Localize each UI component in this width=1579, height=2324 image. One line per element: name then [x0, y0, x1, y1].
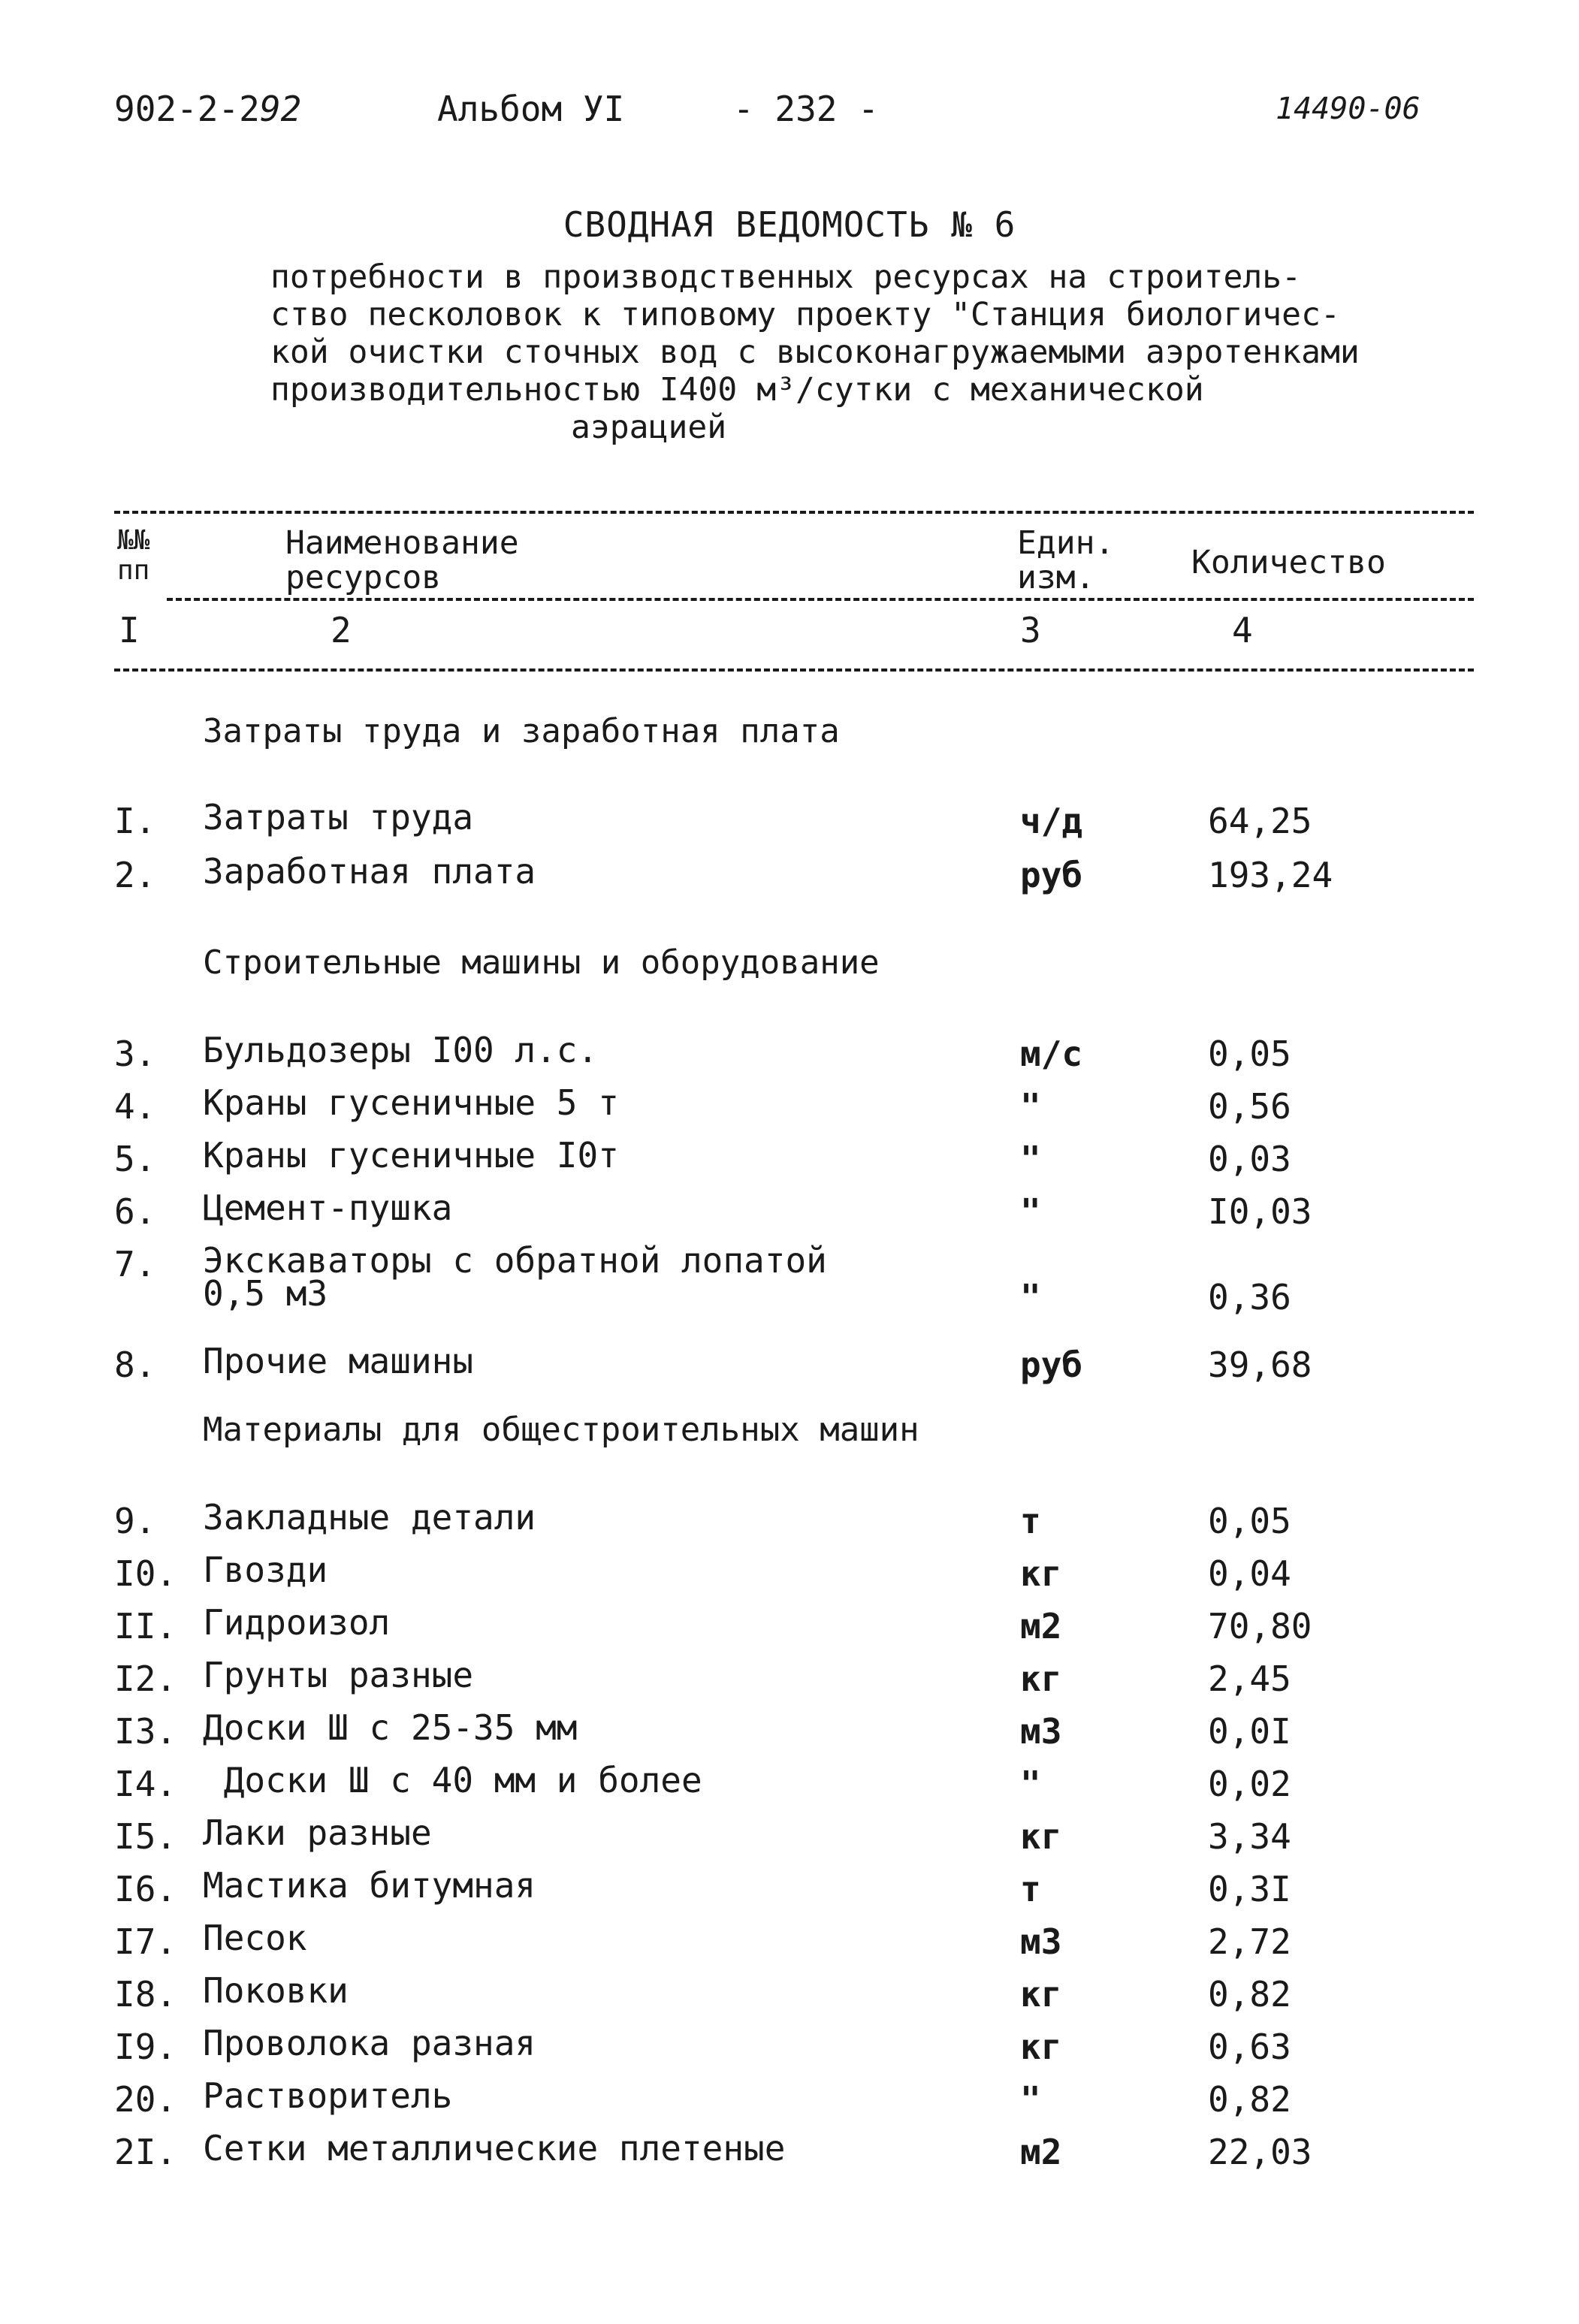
quantity-value: I0,03 — [1208, 1191, 1312, 1232]
quantity-value: 2,45 — [1208, 1658, 1291, 1699]
row-number: I8. — [114, 1974, 177, 2015]
resource-name: Закладные детали — [203, 1497, 536, 1538]
unit-of-measure: кг — [1020, 1974, 1062, 2015]
resource-name: Сетки металлические плетеные — [203, 2128, 786, 2169]
unit-of-measure: " — [1020, 2079, 1041, 2120]
quantity-value: 0,82 — [1208, 2079, 1291, 2120]
col-header-quantity: Количество — [1191, 544, 1386, 581]
table-row — [114, 1655, 1474, 1704]
row-number: I2. — [114, 1658, 177, 1699]
quantity-value: 22,03 — [1208, 2132, 1312, 2172]
quantity-value: 2,72 — [1208, 1921, 1291, 1962]
resource-name: Поковки — [203, 1970, 349, 2011]
table-row — [114, 1970, 1474, 2019]
unit-of-measure: м2 — [1020, 1606, 1062, 1646]
row-number: I. — [114, 801, 156, 841]
table-row — [114, 1707, 1474, 1756]
unit-of-measure: м3 — [1020, 1921, 1062, 1962]
table-row — [114, 1812, 1474, 1861]
quantity-value: 0,63 — [1208, 2027, 1291, 2067]
table-row — [114, 1188, 1474, 1236]
table-row — [114, 1918, 1474, 1966]
unit-of-measure: т — [1020, 1869, 1041, 1909]
table-row — [114, 2023, 1474, 2072]
resource-name: Доски Ш с 40 мм и более — [203, 1760, 702, 1800]
row-number: I5. — [114, 1816, 177, 1857]
resource-name: Доски Ш с 25-35 мм — [203, 1707, 578, 1748]
resource-name: Бульдозеры I00 л.с. — [203, 1030, 599, 1070]
resource-name: Затраты труда — [203, 797, 474, 838]
resource-name: Краны гусеничные I0т — [203, 1135, 619, 1176]
table-row — [114, 1030, 1474, 1079]
resource-name: Цемент-пушка — [203, 1188, 453, 1228]
resource-name: Лаки разные — [203, 1812, 432, 1853]
unit-of-measure: " — [1020, 1191, 1041, 1232]
subtitle-line: кой очистки сточных вод с высоконагружаемыми аэротенками — [270, 334, 1360, 371]
table-row — [114, 1602, 1474, 1651]
document-subtitle — [270, 258, 1487, 446]
table-row — [114, 1865, 1474, 1914]
row-number: 20. — [114, 2079, 177, 2120]
table-row — [114, 2128, 1474, 2177]
table-rule — [167, 598, 1474, 601]
quantity-value: 64,25 — [1208, 801, 1312, 841]
quantity-value: 193,24 — [1208, 855, 1333, 895]
unit-of-measure: " — [1020, 1086, 1041, 1127]
resource-name: Мастика битумная — [203, 1865, 536, 1906]
resource-name: Прочие машины — [203, 1341, 474, 1381]
unit-of-measure: кг — [1020, 1658, 1062, 1699]
table-row — [114, 1550, 1474, 1598]
table-rule — [114, 669, 1474, 672]
unit-of-measure: м3 — [1020, 1711, 1062, 1752]
row-number: I3. — [114, 1711, 177, 1752]
unit-of-measure: кг — [1020, 1553, 1062, 1594]
quantity-value: 70,80 — [1208, 1606, 1312, 1646]
unit-of-measure: кг — [1020, 2027, 1062, 2067]
resource-name: Проволока разная — [203, 2023, 536, 2063]
resource-name: Гидроизол — [203, 1602, 391, 1643]
resource-name: Песок — [203, 1918, 307, 1958]
table-row — [114, 1497, 1474, 1546]
row-number: I7. — [114, 1921, 177, 1962]
col-number-1: I — [119, 610, 140, 650]
quantity-value: 0,05 — [1208, 1034, 1291, 1074]
section-title: Строительные машины и оборудование — [203, 943, 880, 982]
unit-of-measure: " — [1020, 1277, 1041, 1317]
unit-of-measure: т — [1020, 1501, 1041, 1541]
row-number: 7. — [114, 1244, 156, 1284]
row-number: I0. — [114, 1553, 177, 1594]
unit-of-measure: ч/д — [1020, 801, 1083, 841]
page-number: - 232 - — [733, 89, 879, 129]
row-number: 6. — [114, 1191, 156, 1232]
table-row — [114, 797, 1474, 846]
quantity-value: 0,3I — [1208, 1869, 1291, 1909]
subtitle-line: производительностью I400 м³/сутки с механической — [270, 371, 1204, 409]
quantity-value: 0,04 — [1208, 1553, 1291, 1594]
unit-of-measure: руб — [1020, 855, 1083, 895]
resource-name: Растворитель — [203, 2075, 453, 2116]
table-row — [114, 1760, 1474, 1809]
row-number: I4. — [114, 1764, 177, 1804]
row-number: 8. — [114, 1345, 156, 1385]
quantity-value: 0,56 — [1208, 1086, 1291, 1127]
row-number: 2. — [114, 855, 156, 895]
quantity-value: 0,36 — [1208, 1277, 1291, 1317]
row-number: 9. — [114, 1501, 156, 1541]
col-header-name: Наименование ресурсов — [285, 524, 519, 596]
quantity-value: 0,02 — [1208, 1764, 1291, 1804]
quantity-value: 3,34 — [1208, 1816, 1291, 1857]
row-number: I6. — [114, 1869, 177, 1909]
quantity-value: 0,82 — [1208, 1974, 1291, 2015]
resource-name: Краны гусеничные 5 т — [203, 1082, 619, 1123]
subtitle-line: ство песколовок к типовому проекту "Станция биологичес- — [270, 296, 1340, 334]
subtitle-line: потребности в производственных ресурсах на строитель- — [270, 258, 1302, 296]
row-number: 5. — [114, 1139, 156, 1179]
resource-name: Гвозди — [203, 1550, 328, 1590]
quantity-value: 39,68 — [1208, 1345, 1312, 1385]
resource-name: Заработная плата — [203, 851, 536, 892]
table-row — [114, 1341, 1474, 1390]
col-header-unit: Един. изм. — [1017, 524, 1115, 596]
unit-of-measure: руб — [1020, 1345, 1083, 1385]
unit-of-measure: м/с — [1020, 1034, 1083, 1074]
table-rule — [114, 511, 1474, 514]
section-title: Затраты труда и заработная плата — [203, 712, 840, 750]
album-label: Альбом УI — [437, 89, 625, 129]
table-row — [114, 1135, 1474, 1184]
resource-name: Экскаваторы с обратной лопатой 0,5 м3 — [203, 1240, 827, 1314]
quantity-value: 0,0I — [1208, 1711, 1291, 1752]
col-number-3: 3 — [1020, 610, 1041, 650]
col-number-4: 4 — [1232, 610, 1253, 650]
row-number: 3. — [114, 1034, 156, 1074]
row-number: II. — [114, 1606, 177, 1646]
unit-of-measure: кг — [1020, 1816, 1062, 1857]
col-number-2: 2 — [331, 610, 352, 650]
resource-name: Грунты разные — [203, 1655, 474, 1695]
document-title: СВОДНАЯ ВЕДОМОСТЬ № 6 — [563, 204, 1016, 245]
table-row — [114, 1240, 1474, 1317]
table-row — [114, 1082, 1474, 1131]
registration-number: 14490-06 — [1276, 92, 1420, 126]
subtitle-line: аэрацией — [571, 409, 727, 446]
quantity-value: 0,05 — [1208, 1501, 1291, 1541]
row-number: 4. — [114, 1086, 156, 1127]
table-row — [114, 851, 1474, 900]
row-number: 2I. — [114, 2132, 177, 2172]
table-row — [114, 2075, 1474, 2124]
unit-of-measure: " — [1020, 1139, 1041, 1179]
section-title: Материалы для общестроительных машин — [203, 1411, 919, 1449]
col-header-number: №№ пп — [117, 525, 150, 586]
project-code: 902-2-292 — [114, 89, 302, 129]
unit-of-measure: " — [1020, 1764, 1041, 1804]
unit-of-measure: м2 — [1020, 2132, 1062, 2172]
quantity-value: 0,03 — [1208, 1139, 1291, 1179]
row-number: I9. — [114, 2027, 177, 2067]
